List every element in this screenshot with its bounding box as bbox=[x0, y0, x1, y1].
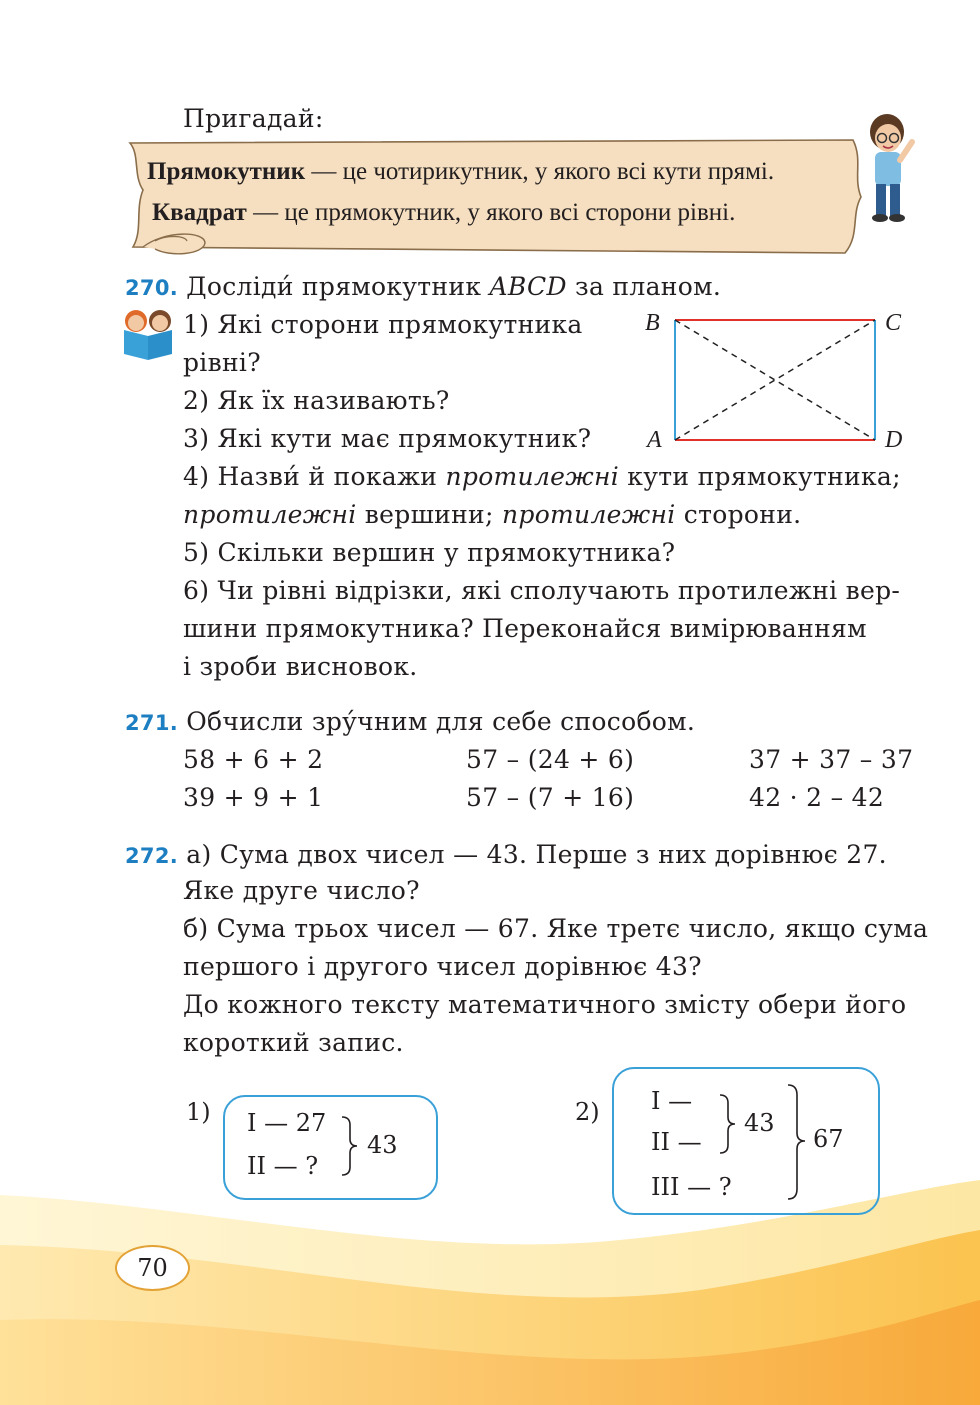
task-270-title-a: Досліди́ прямокутник bbox=[186, 272, 490, 301]
task-270-q1a: 1) Які сторони прямокутника bbox=[183, 310, 583, 339]
task-270-q4b-1: вершини; bbox=[356, 500, 502, 529]
vertex-d-label: D bbox=[885, 427, 903, 453]
task-271-expr-1-1: 58 + 6 + 2 bbox=[183, 745, 324, 774]
task-270-q4b-2: сторони. bbox=[675, 500, 802, 529]
task-270-q4a-2: кути прямокутника; bbox=[619, 462, 901, 491]
box-1-line-2: II — ? bbox=[247, 1152, 319, 1180]
vertex-c-label: C bbox=[885, 310, 902, 336]
vertex-a-label: A bbox=[647, 427, 662, 453]
task-271-number: 271. bbox=[125, 711, 179, 735]
box-2-brace-inner bbox=[718, 1093, 738, 1155]
task-270-q6b: шини прямокутника? Переконайся вимірюванням bbox=[183, 614, 867, 643]
task-271-expr-1-3: 37 + 37 – 37 bbox=[749, 745, 914, 774]
box-2-label: 2) bbox=[575, 1098, 600, 1126]
task-271-expr-2-3: 42 · 2 – 42 bbox=[749, 783, 885, 812]
task-271-heading bbox=[125, 703, 695, 742]
task-270-q3: 3) Які кути має прямокутник? bbox=[183, 424, 592, 453]
task-272-c2: короткий запис. bbox=[183, 1028, 404, 1057]
task-270-q4a bbox=[183, 458, 901, 496]
task-272-heading bbox=[125, 836, 887, 875]
task-270-q2: 2) Як їх називають? bbox=[183, 386, 450, 415]
task-271-expr-2-2: 57 – (7 + 16) bbox=[466, 783, 635, 812]
box-2-brace-outer bbox=[786, 1083, 808, 1201]
page-number: 70 bbox=[115, 1245, 190, 1291]
task-270-q5: 5) Скільки вершин у прямокутника? bbox=[183, 538, 676, 567]
task-271-expr-2-1: 39 + 9 + 1 bbox=[183, 783, 324, 812]
task-271-expr-1-2: 57 – (24 + 6) bbox=[466, 745, 635, 774]
task-270-q4a-1: 4) Назви́ й покажи bbox=[183, 462, 446, 491]
box-2-line-3: III — ? bbox=[651, 1173, 732, 1201]
task-271-title: Обчисли зру́чним для себе способом. bbox=[186, 707, 696, 736]
remember-label: Пригадай: bbox=[183, 104, 324, 133]
box-2-sum-inner: 43 bbox=[744, 1109, 775, 1137]
task-270-q1b: рівні? bbox=[183, 348, 261, 377]
task-272-a1: а) Сума двох чисел — 43. Перше з них дорівнює 27. bbox=[186, 840, 887, 869]
rectangle-definition-text: — це чотирикутник, у якого всі кути прямі. bbox=[305, 158, 775, 185]
rectangle-abcd-diagram bbox=[670, 315, 885, 450]
children-reading-book-icon bbox=[118, 308, 180, 360]
box-1-label: 1) bbox=[186, 1098, 211, 1126]
square-definition-text: — це прямокутник, у якого всі сторони рівні. bbox=[246, 199, 736, 226]
square-term: Квадрат bbox=[152, 199, 247, 226]
task-272-c1: До кожного тексту математичного змісту обери його bbox=[183, 990, 907, 1019]
rectangle-definition bbox=[147, 152, 774, 192]
box-1-brace bbox=[340, 1115, 360, 1177]
task-270-q4a-it: протилежні bbox=[445, 462, 620, 491]
box-2-sum-outer: 67 bbox=[813, 1125, 844, 1153]
vertex-b-label: B bbox=[645, 310, 660, 336]
task-270-number: 270. bbox=[125, 276, 179, 300]
box-2-line-1: I — bbox=[651, 1087, 693, 1115]
box-1-line-1: I — 27 bbox=[247, 1109, 327, 1137]
square-definition bbox=[152, 193, 735, 233]
task-270-title-b: за планом. bbox=[566, 272, 722, 301]
task-270-title-rect: ABCD bbox=[489, 272, 567, 301]
task-270-q6c: і зроби висновок. bbox=[183, 652, 418, 681]
task-270-q6a: 6) Чи рівні відрізки, які сполучають протилежні вер- bbox=[183, 576, 901, 605]
boy-character-icon bbox=[860, 110, 922, 225]
task-270-q4b-it2: протилежні bbox=[501, 500, 676, 529]
rectangle-term: Прямокутник bbox=[147, 158, 306, 185]
task-272-a2: Яке друге число? bbox=[183, 876, 420, 905]
task-270-q4b-it1: протилежні bbox=[183, 500, 357, 529]
task-272-b2: першого і другого чисел дорівнює 43? bbox=[183, 952, 702, 981]
task-270-heading bbox=[125, 268, 721, 307]
task-270-q4b bbox=[183, 496, 801, 534]
box-2-line-2: II — bbox=[651, 1128, 702, 1156]
task-272-b1: б) Сума трьох чисел — 67. Яке третє число, якщо сума bbox=[183, 914, 929, 943]
task-272-number: 272. bbox=[125, 844, 179, 868]
box-1-sum: 43 bbox=[367, 1131, 398, 1159]
